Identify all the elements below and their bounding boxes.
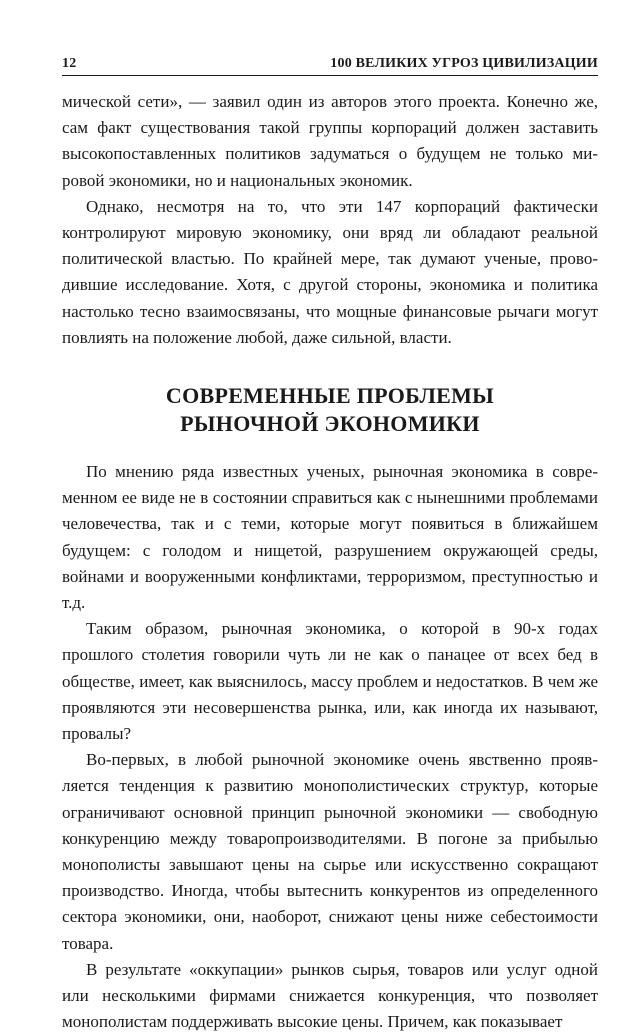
header-rule (62, 75, 598, 76)
paragraph: Таким образом, рыночная экономика, о которой в 90-х годах прошлого столетия говорили чуть ли не как о панацее от всех бед в обществе, имеет, как выяснилось, массу проблем и недостатков. В чем же проявляются эти несовершенства рынка, или, как иногда их называют, провалы? (62, 619, 598, 744)
paragraph: По мнению ряда известных ученых, рыночная экономика в современном ее виде не в состоянии справиться как с нынешними проблемами человечества, так и с теми, которые могут появиться в ближайшем будущем: с голодом и нищетой, разрушением окружающей среды, войнами и вооруженными конфликтами, терроризмом, преступностью и т.д. (62, 462, 598, 613)
book-title: 100 ВЕЛИКИХ УГРОЗ ЦИВИЛИЗАЦИИ (330, 56, 598, 71)
book-page (62, 0, 598, 1032)
paragraph-continued: мической сети», — заявил один из авторов этого проекта. Конечно же, сам факт существования такой группы корпораций должен заставить высокопоставленных политиков задуматься о будущем не только мировой экономики, но и национальных экономик. (62, 92, 598, 190)
paragraph: В результате «оккупации» рынков сырья, товаров или услуг одной или несколькими фирмами снижается конкуренция, что позволяет монополистам поддерживать высокие цены. Причем, как показывает (62, 959, 598, 1032)
section-heading-line-1: СОВРЕМЕННЫЕ ПРОБЛЕМЫ (165, 383, 495, 409)
running-header (62, 52, 598, 74)
paragraph: Во-первых, в любой рыночной экономике очень явственно проявляется тенденция к развитию монополистических структур, которые ограничивают основной принцип рыночной экономики — свободную конкуренцию между товаропроизводителями. В погоне за прибылью монополисты завышают цены на сырье или искусственно сокращают производство. Иногда, чтобы вытеснить конкурентов из определенного сектора экономики, они, наоборот, снижают цены ниже себестоимости товара. (62, 750, 598, 953)
body-text (62, 89, 598, 1036)
page-number: 12 (62, 56, 77, 71)
section-heading (62, 382, 598, 438)
paragraph: Однако, несмотря на то, что эти 147 корпораций фактически контролируют мировую экономику, они вряд ли обладают реальной политической властью. По крайней мере, так думают ученые, проводившие исследование. Хотя, с другой стороны, экономика и политика настолько тесно взаимосвязаны, что мощные финансовые рычаги могут повлиять на положение любой, даже сильной, власти. (62, 196, 598, 347)
section-heading-line-2: РЫНОЧНОЙ ЭКОНОМИКИ (180, 411, 480, 437)
